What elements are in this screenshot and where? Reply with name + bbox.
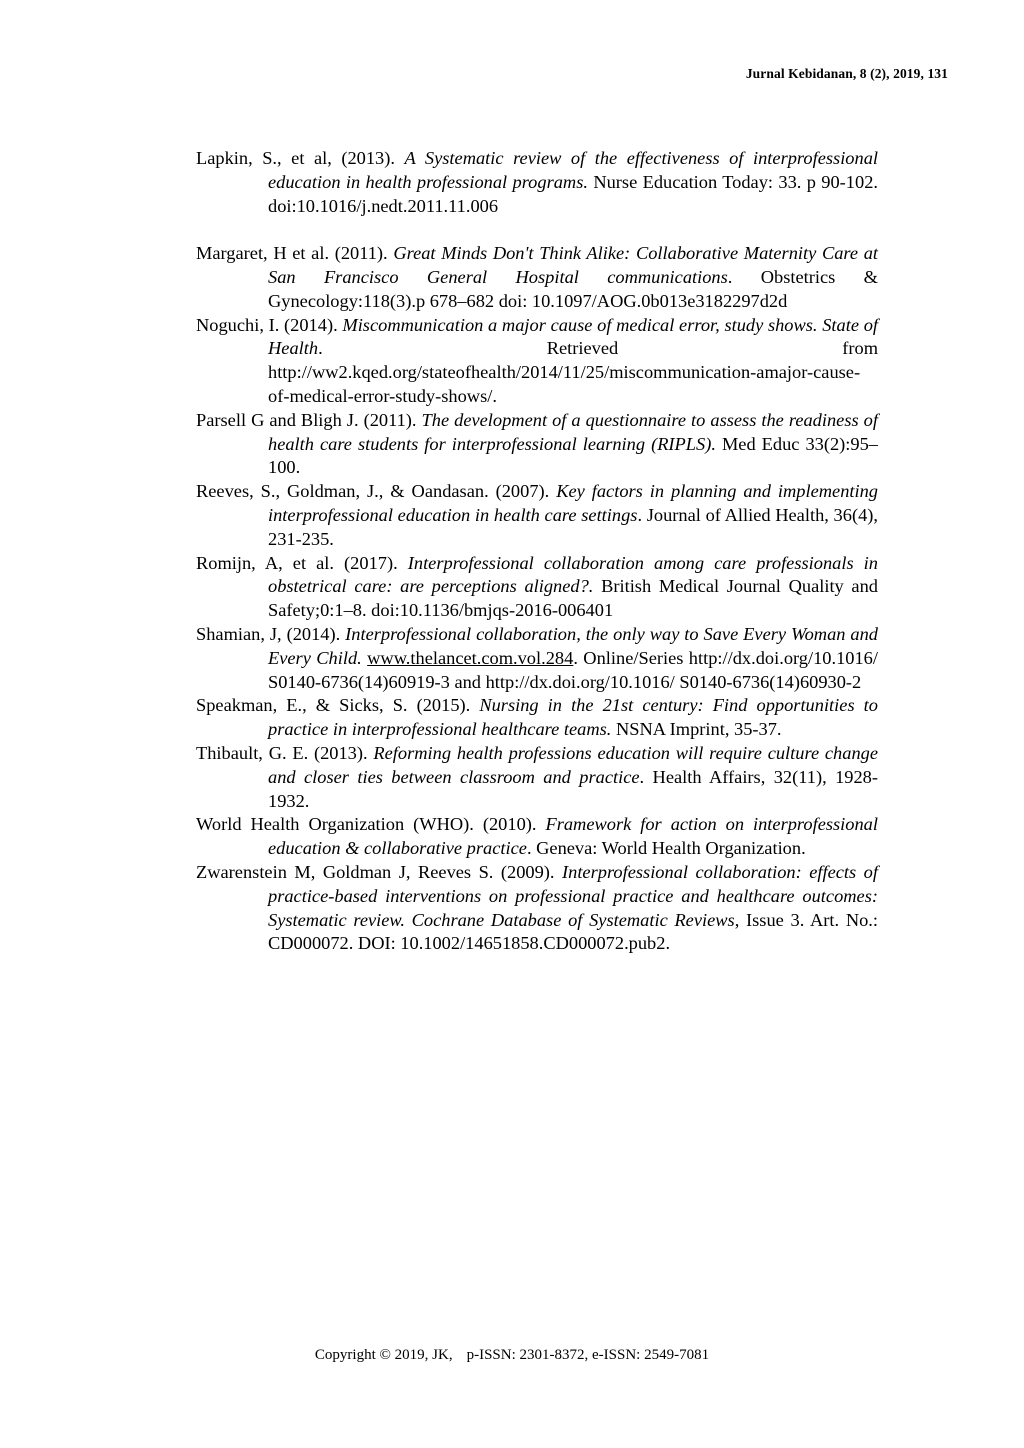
reference-thibault-2013 (196, 742, 878, 813)
reference-title: Great Minds Don't Think Alike: Collaborative Maternity Care at San Francisco General Hospital communications (268, 243, 879, 287)
reference-authors: Parsell G and Bligh J. (2011). (196, 409, 422, 430)
reference-list (196, 147, 878, 956)
reference-details: . Journal of Allied Health, 36(4), 231-235. (268, 504, 878, 549)
reference-title: Framework for action on interprofessional education & collaborative practice (268, 814, 878, 859)
reference-title: A Systematic review of the effectiveness of interprofessional education in health professional programs. (268, 148, 878, 192)
page-footer (0, 1347, 1024, 1364)
reference-authors: Lapkin, S., et al, (2013). (196, 148, 405, 168)
reference-zwarenstein-2009 (196, 861, 878, 956)
reference-details: . Geneva: World Health Organization. (526, 838, 806, 859)
reference-authors: Zwarenstein M, Goldman J, Reeves S. (2009). (196, 861, 562, 882)
reference-details: Nurse Education Today: 33. p 90-102. doi:10.1016/j.nedt.2011.11.006 (268, 171, 878, 216)
reference-details: . Health Affairs, 32(11), 1928-1932. (268, 766, 878, 811)
footer-copyright: Copyright © 2019, JK, (314, 1347, 453, 1363)
reference-authors: Romijn, A, et al. (2017). (196, 552, 408, 573)
reference-authors: Noguchi, I. (2014). (196, 314, 343, 335)
reference-romijn-2017 (196, 552, 878, 623)
reference-details: . Retrieved from http://ww2.kqed.org/stateofhealth/2014/11/25/miscommunication-amajor-cause-of-medical-error-study-shows/. (268, 338, 878, 406)
reference-details: NSNA Imprint, 35-37. (611, 719, 782, 740)
reference-title: Key factors in planning and implementing interprofessional education in health care settings (268, 481, 879, 525)
reference-authors: Reeves, S., Goldman, J., & Oandasan. (2007). (196, 481, 557, 502)
reference-details: , Issue 3. Art. No.: CD000072. DOI: 10.1002/14651858.CD000072.pub2. (268, 909, 879, 954)
reference-reeves-2007 (196, 480, 878, 551)
reference-link[interactable]: www.thelancet.com.vol.284 (367, 647, 574, 668)
reference-shamian-2014 (196, 623, 878, 694)
reference-noguchi-2014 (196, 314, 878, 409)
reference-title: Interprofessional collaboration among care professionals in obstetrical care: are perceptions aligned?. (268, 552, 878, 597)
reference-title: Interprofessional collaboration: effects of practice-based interventions on professional practice and healthcare outcomes: Systematic review. Cochrane Database of Systematic Reviews (268, 861, 878, 930)
reference-lapkin-2013 (196, 147, 878, 218)
running-header: Jurnal Kebidanan, 8 (2), 2019, 131 (745, 66, 948, 81)
reference-authors: Margaret, H et al. (2011). (196, 243, 394, 264)
reference-authors: Thibault, G. E. (2013). (196, 742, 374, 763)
reference-title: Interprofessional collaboration, the only way to Save Every Woman and Every Child. (268, 623, 878, 668)
reference-title: Miscommunication a major cause of medical error, study shows. State of Health (268, 314, 878, 359)
reference-who-2010 (196, 813, 878, 861)
reference-authors: Shamian, J, (2014). (196, 623, 346, 644)
reference-parsell-2011 (196, 409, 878, 480)
reference-title: Nursing in the 21st century: Find opportunities to practice in interprofessional healthcare teams. (268, 695, 878, 740)
reference-details: Med Educ 33(2):95–100. (268, 433, 878, 478)
reference-details: British Medical Journal Quality and Safety;0:1–8. doi:10.1136/bmjqs-2016-006401 (268, 576, 878, 621)
reference-speakman-2015 (196, 694, 878, 742)
reference-title: The development of a questionnaire to assess the readiness of health care students for interprofessional learning (RIPLS). (268, 409, 878, 454)
footer-issn: p-ISSN: 2301-8372, e-ISSN: 2549-7081 (466, 1347, 710, 1363)
reference-title: Reforming health professions education will require culture change and closer ties between classroom and practice (268, 742, 878, 787)
reference-details: . Online/Series http://dx.doi.org/10.1016/ S0140-6736(14)60919-3 and http://dx.doi.org/10.1016/ S0140-6736(14)60930-2 (268, 647, 878, 692)
reference-margaret-2011 (196, 242, 878, 313)
reference-details: . Obstetrics & Gynecology:118(3).p 678–682 doi: 10.1097/AOG.0b013e3182297d2d (268, 266, 878, 311)
reference-authors: World Health Organization (WHO). (2010). (196, 814, 546, 835)
reference-authors: Speakman, E., & Sicks, S. (2015). (196, 695, 480, 716)
